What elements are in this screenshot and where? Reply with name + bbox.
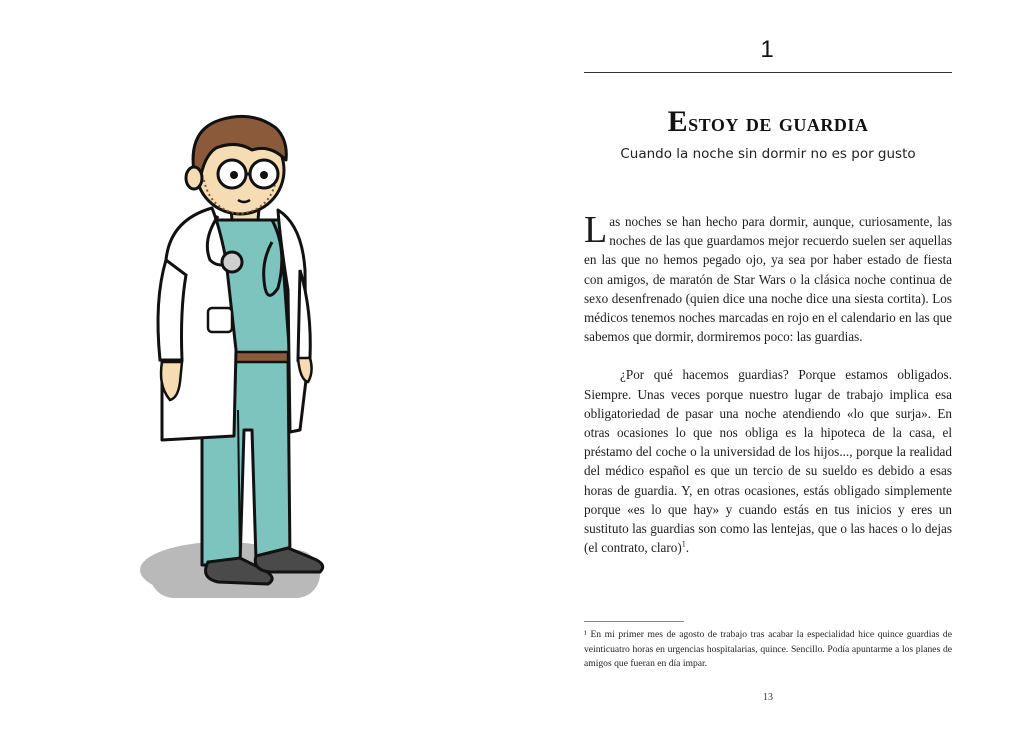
chapter-title-cap: E (667, 105, 689, 138)
body-text (584, 209, 952, 557)
footnote-ref[interactable]: 1 (681, 539, 686, 549)
paragraph-1-text: as noches se han hecho para dormir, aunque, curiosamente, las noches de las que guardamos mejor recuerdo suelen ser aquellas en las que no hemos pegado ojo, ya sea por haber estado de fiesta con amigos, de maratón de Star Wars o la clásica noche continua de sexo desenfrenado (quien dice una noche dice una siesta cortita). Los médicos tenemos noches marcadas en rojo en el calendario en las que sabemos que dormir, dormiremos poco: las guardias. (584, 214, 952, 345)
chapter-rule (584, 72, 952, 73)
chapter-number: 1 (760, 36, 774, 63)
paragraph-2-end: . (685, 540, 690, 556)
stethoscope-icon (222, 252, 242, 272)
footnote-rule (584, 621, 684, 622)
paragraph-2-text: ¿Por qué hacemos guardias? Porque estamos obligados. Siempre. Unas veces porque nuestro lugar de trabajo implica esa obligatoriedad de pasar una noche atendiendo «lo que surja». En otras ocasiones lo que nos obliga es la hipoteca de la casa, el préstamo del coche o la universidad de los hijos..., porque la realidad del médico español es que un tercio de su sueldo es debido a esas horas de guardia. Y, en otras ocasiones, estás obligado simplemente porque «es lo que hay» y cuando estás en tus inicios y eres un sustituto las guardias son como las lentejas, que o las haces o lo dejas (el contrato, claro) (584, 367, 952, 556)
chapter-title-rest: stoy de guardia (688, 108, 869, 137)
paragraph-1 (584, 209, 952, 346)
chapter-subtitle: Cuando la noche sin dormir no es por gusto (620, 146, 916, 162)
paragraph-2 (584, 365, 952, 557)
doctor-illustration (140, 110, 380, 610)
drop-cap: L (584, 209, 608, 251)
footnote: ¹ En mi primer mes de agosto de trabajo tras acabar la especialidad hice quince guardias de veinticuatro horas en urgencias hospitalarias, quince. Sencillo. Podía apuntarme a los planes de amigos que fueran en día impar. (584, 629, 952, 669)
chapter-title (584, 105, 952, 139)
page-number: 13 (763, 692, 773, 703)
right-page (512, 0, 1024, 733)
